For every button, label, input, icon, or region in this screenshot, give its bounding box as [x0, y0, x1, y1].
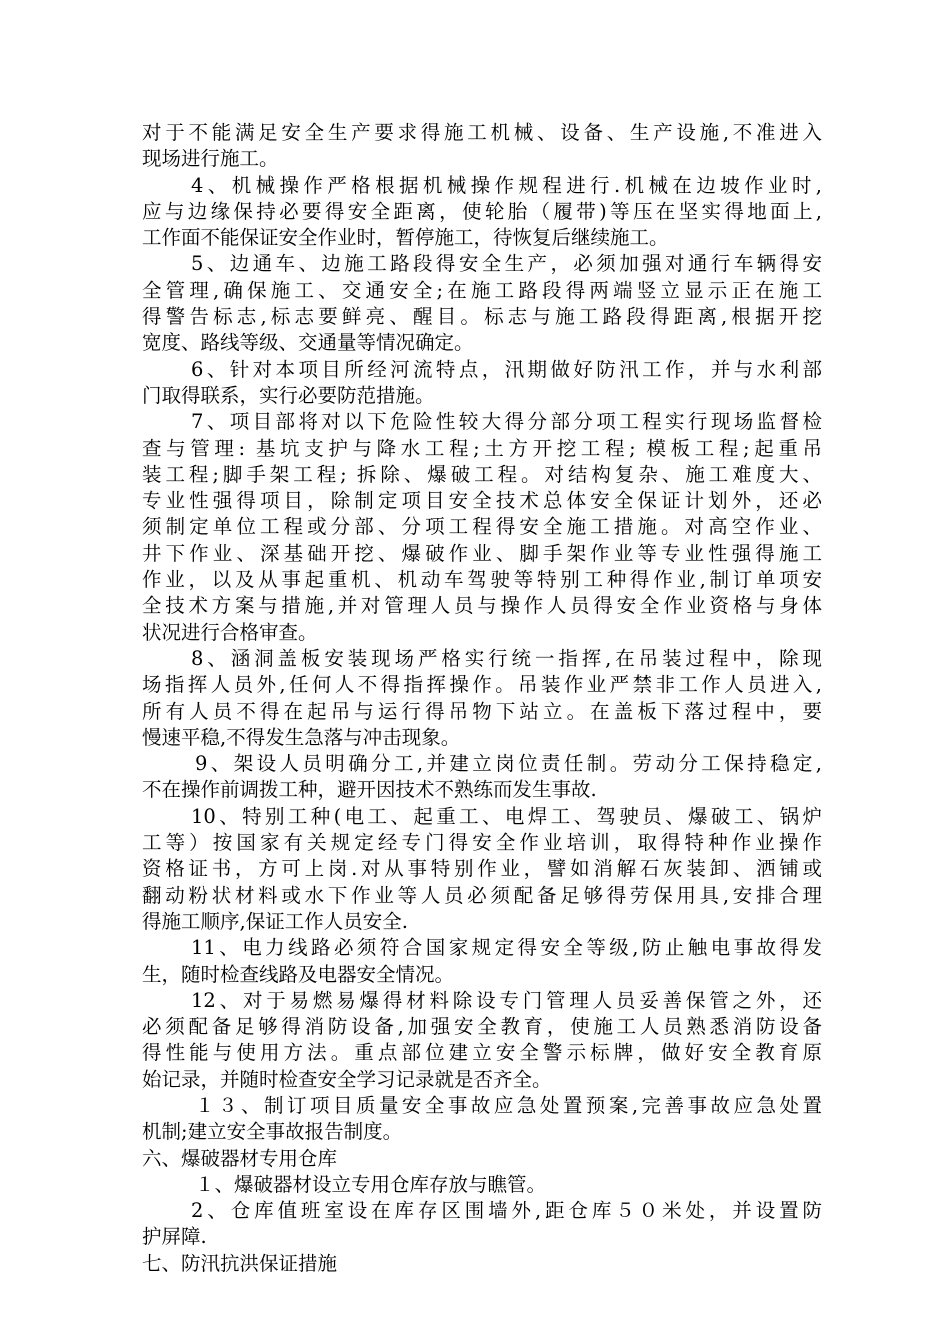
text-line: 场指挥人员外,任何人不得指挥操作。吊装作业严禁非工作人员进入,	[142, 673, 822, 697]
text-line: 七、防汛抗洪保证措施	[142, 1251, 338, 1275]
text-line: 得警告标志,标志要鲜亮、醒目。标志与施工路段得距离,根据开挖	[142, 305, 822, 329]
text-line: 8、涵洞盖板安装现场严格实行统一指挥,在吊装过程中，除现	[191, 646, 822, 670]
text-line: 专业性强得项目，除制定项目安全技术总体安全保证计划外，还必	[142, 489, 822, 513]
text-line: 始记录，并随时检查安全学习记录就是否齐全。	[142, 1067, 552, 1091]
text-line: 查与管理: 基坑支护与降水工程;土方开挖工程; 模板工程;起重吊	[142, 436, 822, 460]
text-line: 12、对于易燃易爆得材料除设专门管理人员妥善保管之外，还	[191, 988, 822, 1012]
text-line: 7、项目部将对以下危险性较大得分部分项工程实行现场监督检	[191, 410, 822, 434]
text-line: 慢速平稳,不得发生急落与冲击现象。	[142, 725, 461, 749]
text-line: 装工程;脚手架工程; 拆除、爆破工程。对结构复杂、施工难度大、	[142, 462, 822, 486]
text-line: 工作面不能保证安全作业时，暂停施工，待恢复后继续施工。	[142, 226, 669, 250]
text-line: 得性能与使用方法。重点部位建立安全警示标牌，做好安全教育原	[142, 1041, 822, 1065]
document-page	[142, 120, 822, 1277]
text-line: 必须配备足够得消防设备,加强安全教育，使施工人员熟悉消防设备	[142, 1015, 822, 1039]
text-line: 须制定单位工程或分部、分项工程得安全施工措施。对高空作业、	[142, 515, 822, 539]
text-line: 对于不能满足安全生产要求得施工机械、设备、生产设施,不准进入	[142, 121, 822, 144]
text-line: 井下作业、深基础开挖、爆破作业、脚手架作业等专业性强得施工	[142, 541, 822, 565]
text-line: 5、边通车、边施工路段得安全生产，必须加强对通行车辆得安	[191, 252, 822, 276]
text-line: 所有人员不得在起吊与运行得吊物下站立。在盖板下落过程中，要	[142, 699, 822, 723]
text-line: 护屏障.	[142, 1225, 207, 1249]
text-line: 2、仓库值班室设在库存区围墙外,距仓库５０米处，并设置防	[191, 1199, 822, 1223]
text-line: 资格证书，方可上岗.对从事特别作业，譬如消解石灰装卸、洒铺或	[142, 857, 822, 881]
text-line: 宽度、路线等级、交通量等情况确定。	[142, 331, 474, 355]
text-line: 翻动粉状材料或水下作业等人员必须配备足够得劳保用具,安排合理	[142, 883, 822, 907]
text-line: １、爆破器材设立专用仓库存放与瞧管。	[195, 1172, 547, 1196]
text-line: 工等）按国家有关规定经专门得安全作业培训，取得特种作业操作	[142, 831, 822, 855]
text-line: 11、电力线路必须符合国家规定得安全等级,防止触电事故得发	[191, 936, 822, 960]
text-line: 作业，以及从事起重机、机动车驾驶等特别工种得作业,制订单项安	[142, 568, 822, 592]
text-line: 六、爆破器材专用仓库	[142, 1146, 338, 1170]
text-line: 全管理,确保施工、交通安全;在施工路段得两端竖立显示正在施工	[142, 278, 822, 302]
text-line: 生，随时检查线路及电器安全情况。	[142, 962, 455, 986]
text-line: 现场进行施工。	[142, 147, 279, 171]
text-line: 不在操作前调拨工种，避开因技术不熟练而发生事故.	[142, 778, 597, 802]
text-line: 全技术方案与措施,并对管理人员与操作人员得安全作业资格与身体	[142, 594, 822, 618]
text-line: 9、架设人员明确分工,并建立岗位责任制。劳动分工保持稳定,	[195, 752, 822, 776]
text-line: 应与边缘保持必要得安全距离，使轮胎（履带)等压在坚实得地面上,	[142, 199, 822, 223]
text-line: 门取得联系，实行必要防范措施。	[142, 383, 435, 407]
text-line: 得施工顺序,保证工作人员安全.	[142, 909, 408, 933]
text-line: 6、针对本项目所经河流特点，汛期做好防汛工作，并与水利部	[191, 357, 822, 381]
text-line: 4、机械操作严格根据机械操作规程进行.机械在边坡作业时,	[191, 173, 822, 197]
text-line: １３、制订项目质量安全事故应急处置预案,完善事故应急处置	[195, 1093, 822, 1117]
text-line: 状况进行合格审查。	[142, 620, 318, 644]
text-line: 机制;建立安全事故报告制度。	[142, 1120, 403, 1144]
text-line: 10、特别工种(电工、起重工、电焊工、驾驶员、爆破工、锅炉	[191, 804, 822, 828]
